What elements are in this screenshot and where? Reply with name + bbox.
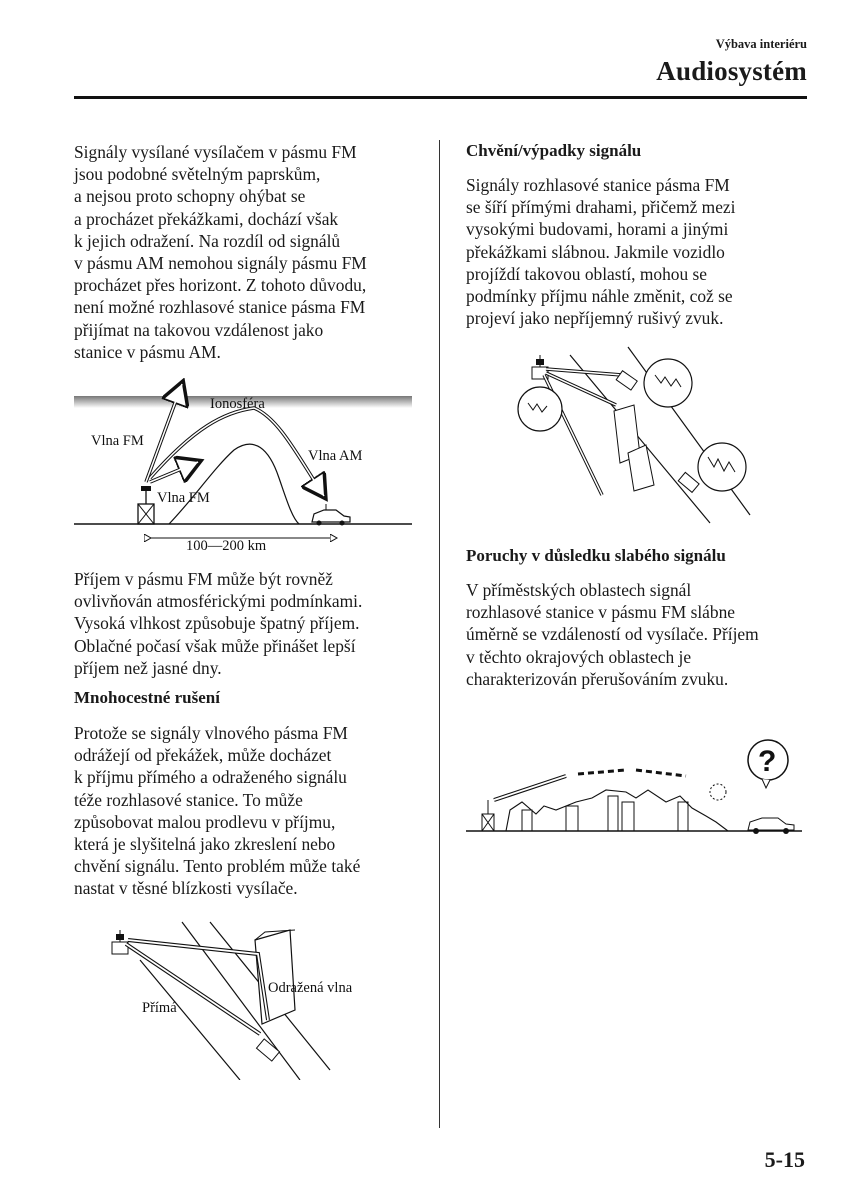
transmitter-icon (112, 930, 128, 954)
heading-weak-signal: Poruchy v důsledku slabého signálu (466, 546, 726, 565)
paragraph-atmospheric: Příjem v pásmu FM může být rovněž ovlivňován atmosférickými podmínkami. Vysoká vlhkost způsobuje špatný příjem. Oblačné počasí však může přinášet lepší příjem než jasné dny. (74, 569, 363, 678)
fm-am-propagation-figure (74, 378, 414, 556)
paragraph-fm-propagation: Signály vysílané vysílačem v pásmu FM jsou podobné světelným paprskům, a nejsou proto schopny ohýbat se a procházet překážkami, dochází však k jejich odražení. Na rozdíl od signálů v pásmu AM nemohou signály pásmu FM procházet přes horizont. Z tohoto důvodu, není možné rozhlasové stanice pásma FM přijímat na takovou vzdálenost jako stanice v pásmu AM. (74, 142, 367, 362)
burst-icon (710, 784, 726, 800)
paragraph-flutter: Signály rozhlasové stanice pásma FM se šíří přímými drahami, přičemž mezi vysokými budovami, horami a jinými překážkami slábnou. Jakmile vozidlo projíždí takovou oblastí, mohou se podmínky příjmu náhle změnit, což se projeví jako nepříjemný rušivý zvuk. (466, 175, 736, 329)
am-wave-label: Vlna AM (308, 448, 363, 464)
svg-text:?: ? (758, 745, 777, 778)
direct-wave-label: Přímá (142, 1000, 177, 1016)
car-icon (312, 504, 350, 526)
car-icon (256, 1039, 279, 1061)
transmitter-tower-icon (482, 800, 494, 831)
heading-multipath: Mnohocestné rušení (74, 688, 220, 707)
distance-label: 100—200 km (186, 538, 267, 554)
section-label: Výbava interiéru (715, 37, 807, 51)
signal-arrow-dashed (636, 770, 686, 776)
multipath-figure (100, 920, 400, 1080)
question-bubble-icon (748, 740, 788, 788)
signal-arrow-dashed (578, 770, 626, 774)
column-divider (439, 140, 440, 1128)
mountain-shape (169, 444, 299, 524)
am-wave-arc (150, 408, 324, 496)
heading-flutter: Chvění/výpadky signálu (466, 141, 642, 160)
page-title: Audiosystém (656, 56, 807, 86)
flutter-figure (510, 345, 770, 525)
fm-wave-low-label: Vlna FM (157, 490, 210, 506)
fm-wave-label: Vlna FM (91, 433, 144, 449)
header-rule (74, 96, 807, 99)
transmitter-tower-icon (138, 486, 154, 524)
paragraph-multipath: Protože se signály vlnového pásma FM odrážejí od překážek, může docházet k příjmu přímého a odraženého signálu téže rozhlasové stanice. To může způsobovat malou prodlevu v příjmu, která je slyšitelná jako zkreslení nebo chvění signálu. Tento problém může také nastat v těsné blízkosti vysílače. (74, 723, 361, 899)
page-number: 5-15 (764, 1147, 805, 1172)
weak-signal-figure (466, 730, 802, 840)
ionosphere-label: Ionosféra (210, 396, 265, 412)
reflected-wave-label: Odražená vlna (268, 980, 353, 996)
noise-bubble-icon (644, 359, 692, 407)
paragraph-weak-signal: V příměstských oblastech signál rozhlasové stanice v pásmu FM slábne úměrně se vzdáleností od vysílače. Příjem v těchto okrajových oblastech je charakterizován přerušováním zvuku. (466, 580, 759, 689)
